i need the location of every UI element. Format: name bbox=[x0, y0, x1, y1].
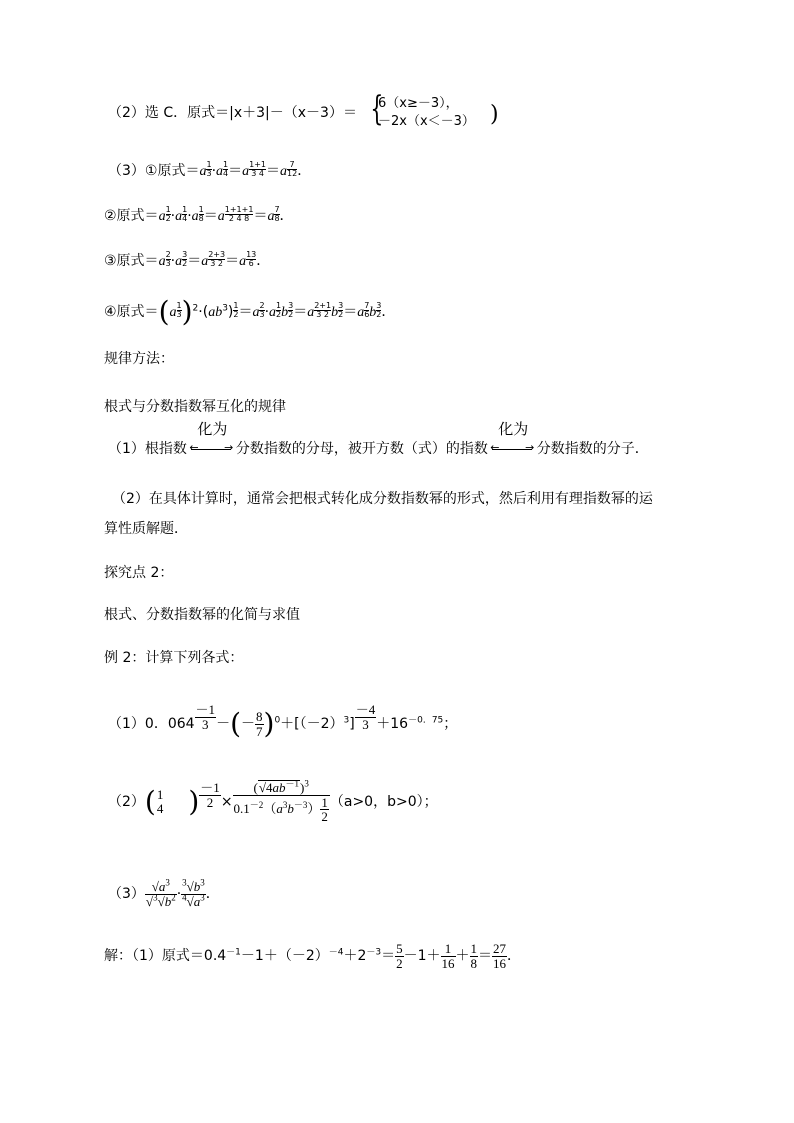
rule-2-line-2: 算性质解题． bbox=[104, 521, 188, 537]
text-3-2-prefix: ②原式＝ bbox=[104, 208, 159, 224]
ex-2-prefix: （2） bbox=[108, 793, 145, 810]
sol-eq: ＝ bbox=[381, 948, 396, 965]
piecewise-close: ) bbox=[490, 102, 499, 127]
solution-line-3-2: ②原式＝a $\frac{1}{2}$ ·a $\frac{1}{4}$ ·a $\frac{1}{8}$ ＝a $\frac{1+1+1}{2 4 8}$ ＝a $\frac{7}{8}$ ． bbox=[104, 205, 294, 224]
example-2-part-2: （2）( 1 4 ) $\frac{-1}{2}$ × $(√4ab^{-1})^3$ $0.1^{-2}(a^3b^{-3})$ $\frac{1}{2}$ （a>0，b>0）； bbox=[108, 778, 438, 825]
text-3-4-prefix: ④原式＝ bbox=[104, 304, 159, 320]
solution-line-3-1: （3）①原式＝a $\frac{1}{3}$ ·a $\frac{1}{4}$ ＝a $\frac{1+1}{3 4}$ ＝a $\frac{7}{12}$ ． bbox=[108, 160, 312, 179]
sol-prefix: 解：（1）原式＝0.4 bbox=[104, 948, 227, 965]
piecewise-case-2: －2x（x＜－3） bbox=[378, 114, 475, 129]
piecewise-case-1: 6（x≥－3）， bbox=[378, 96, 459, 111]
convert-arrow-icon-2: 化为 ← → bbox=[490, 420, 535, 454]
example-2-part-1: （1）0．064 $\frac{-1}{3}$ －(－ $\frac{8}{7}$ )$^0+[(-2)^3]$ $\frac{-4}{3}$ $+16^{-0.75}$； bbox=[108, 702, 458, 740]
text-2-prefix: （2）选 C．原式＝|x＋3|－（x－3）＝ bbox=[108, 105, 357, 121]
example-2-part-3: （3） $\frac{√a^3}{√^3√b^2}$ · $\frac{^3√b^3}{^4√a^3}$ ． bbox=[108, 877, 220, 909]
rule-1 bbox=[108, 420, 649, 457]
solution-line-3-3: ③原式＝a $\frac{2}{3}$ ·a $\frac{3}{2}$ ＝a $\frac{2+3}{3 2}$ ＝a $\frac{13}{6}$ ． bbox=[104, 250, 271, 269]
explore-point-2: 探究点 2： bbox=[104, 565, 174, 581]
sol-mid: －1＋（－2） bbox=[240, 948, 329, 965]
sol-plus: ＋2 bbox=[343, 948, 367, 965]
rule-1-c: 分数指数的分子． bbox=[536, 441, 649, 457]
method-heading: 规律方法： bbox=[104, 351, 174, 367]
rule-1-b: 分数指数的分母，被开方数（式）的指数 bbox=[235, 441, 488, 457]
rule-heading: 根式与分数指数幂互化的规律 bbox=[104, 399, 286, 415]
ex-1-prefix: （1）0．064 bbox=[108, 716, 195, 732]
text-3-1-prefix: （3）①原式＝ bbox=[108, 163, 200, 179]
solution-line-2 bbox=[108, 106, 357, 120]
rule-1-a: （1）根指数 bbox=[108, 441, 187, 457]
rule-2-line-1: （2）在具体计算时，通常会把根式转化成分数指数幂的形式，然后利用有理指数幂的运 bbox=[112, 491, 653, 507]
ex-2-condition: （a>0，b>0）； bbox=[329, 793, 438, 810]
ex-3-prefix: （3） bbox=[108, 886, 145, 903]
solution-line-3-4: ④原式＝(a $\frac{1}{3}$ )$^2\cdot(ab^3)$ $\frac{1}{2}$ ＝a $\frac{2}{3}$ ·a $\frac{1}{2}$ b $\frac{3}{2}$ ＝a $\frac{2+1}{3 2}$ b $\frac{3}{2}$ ＝a $\frac{7}{6}$ b $\frac{3}{2}$ ． bbox=[104, 295, 396, 328]
example-2-heading: 例 2：计算下列各式： bbox=[104, 650, 244, 666]
explore-topic: 根式、分数指数幂的化简与求值 bbox=[104, 607, 300, 623]
convert-arrow-icon: 化为 ← → bbox=[189, 420, 234, 454]
solution-ex-1: 解：（1）原式$=0.4^{-1}-1+(-2)^{-4}+2^{-3}=$ $\frac{5}{2}$ －1＋ $\frac{1}{16}$ ＋ $\frac{1}{8}$ ＝ $\frac{27}{16}$ ． bbox=[104, 941, 522, 971]
piecewise-brace: { bbox=[370, 89, 384, 129]
text-3-3-prefix: ③原式＝ bbox=[104, 253, 159, 269]
